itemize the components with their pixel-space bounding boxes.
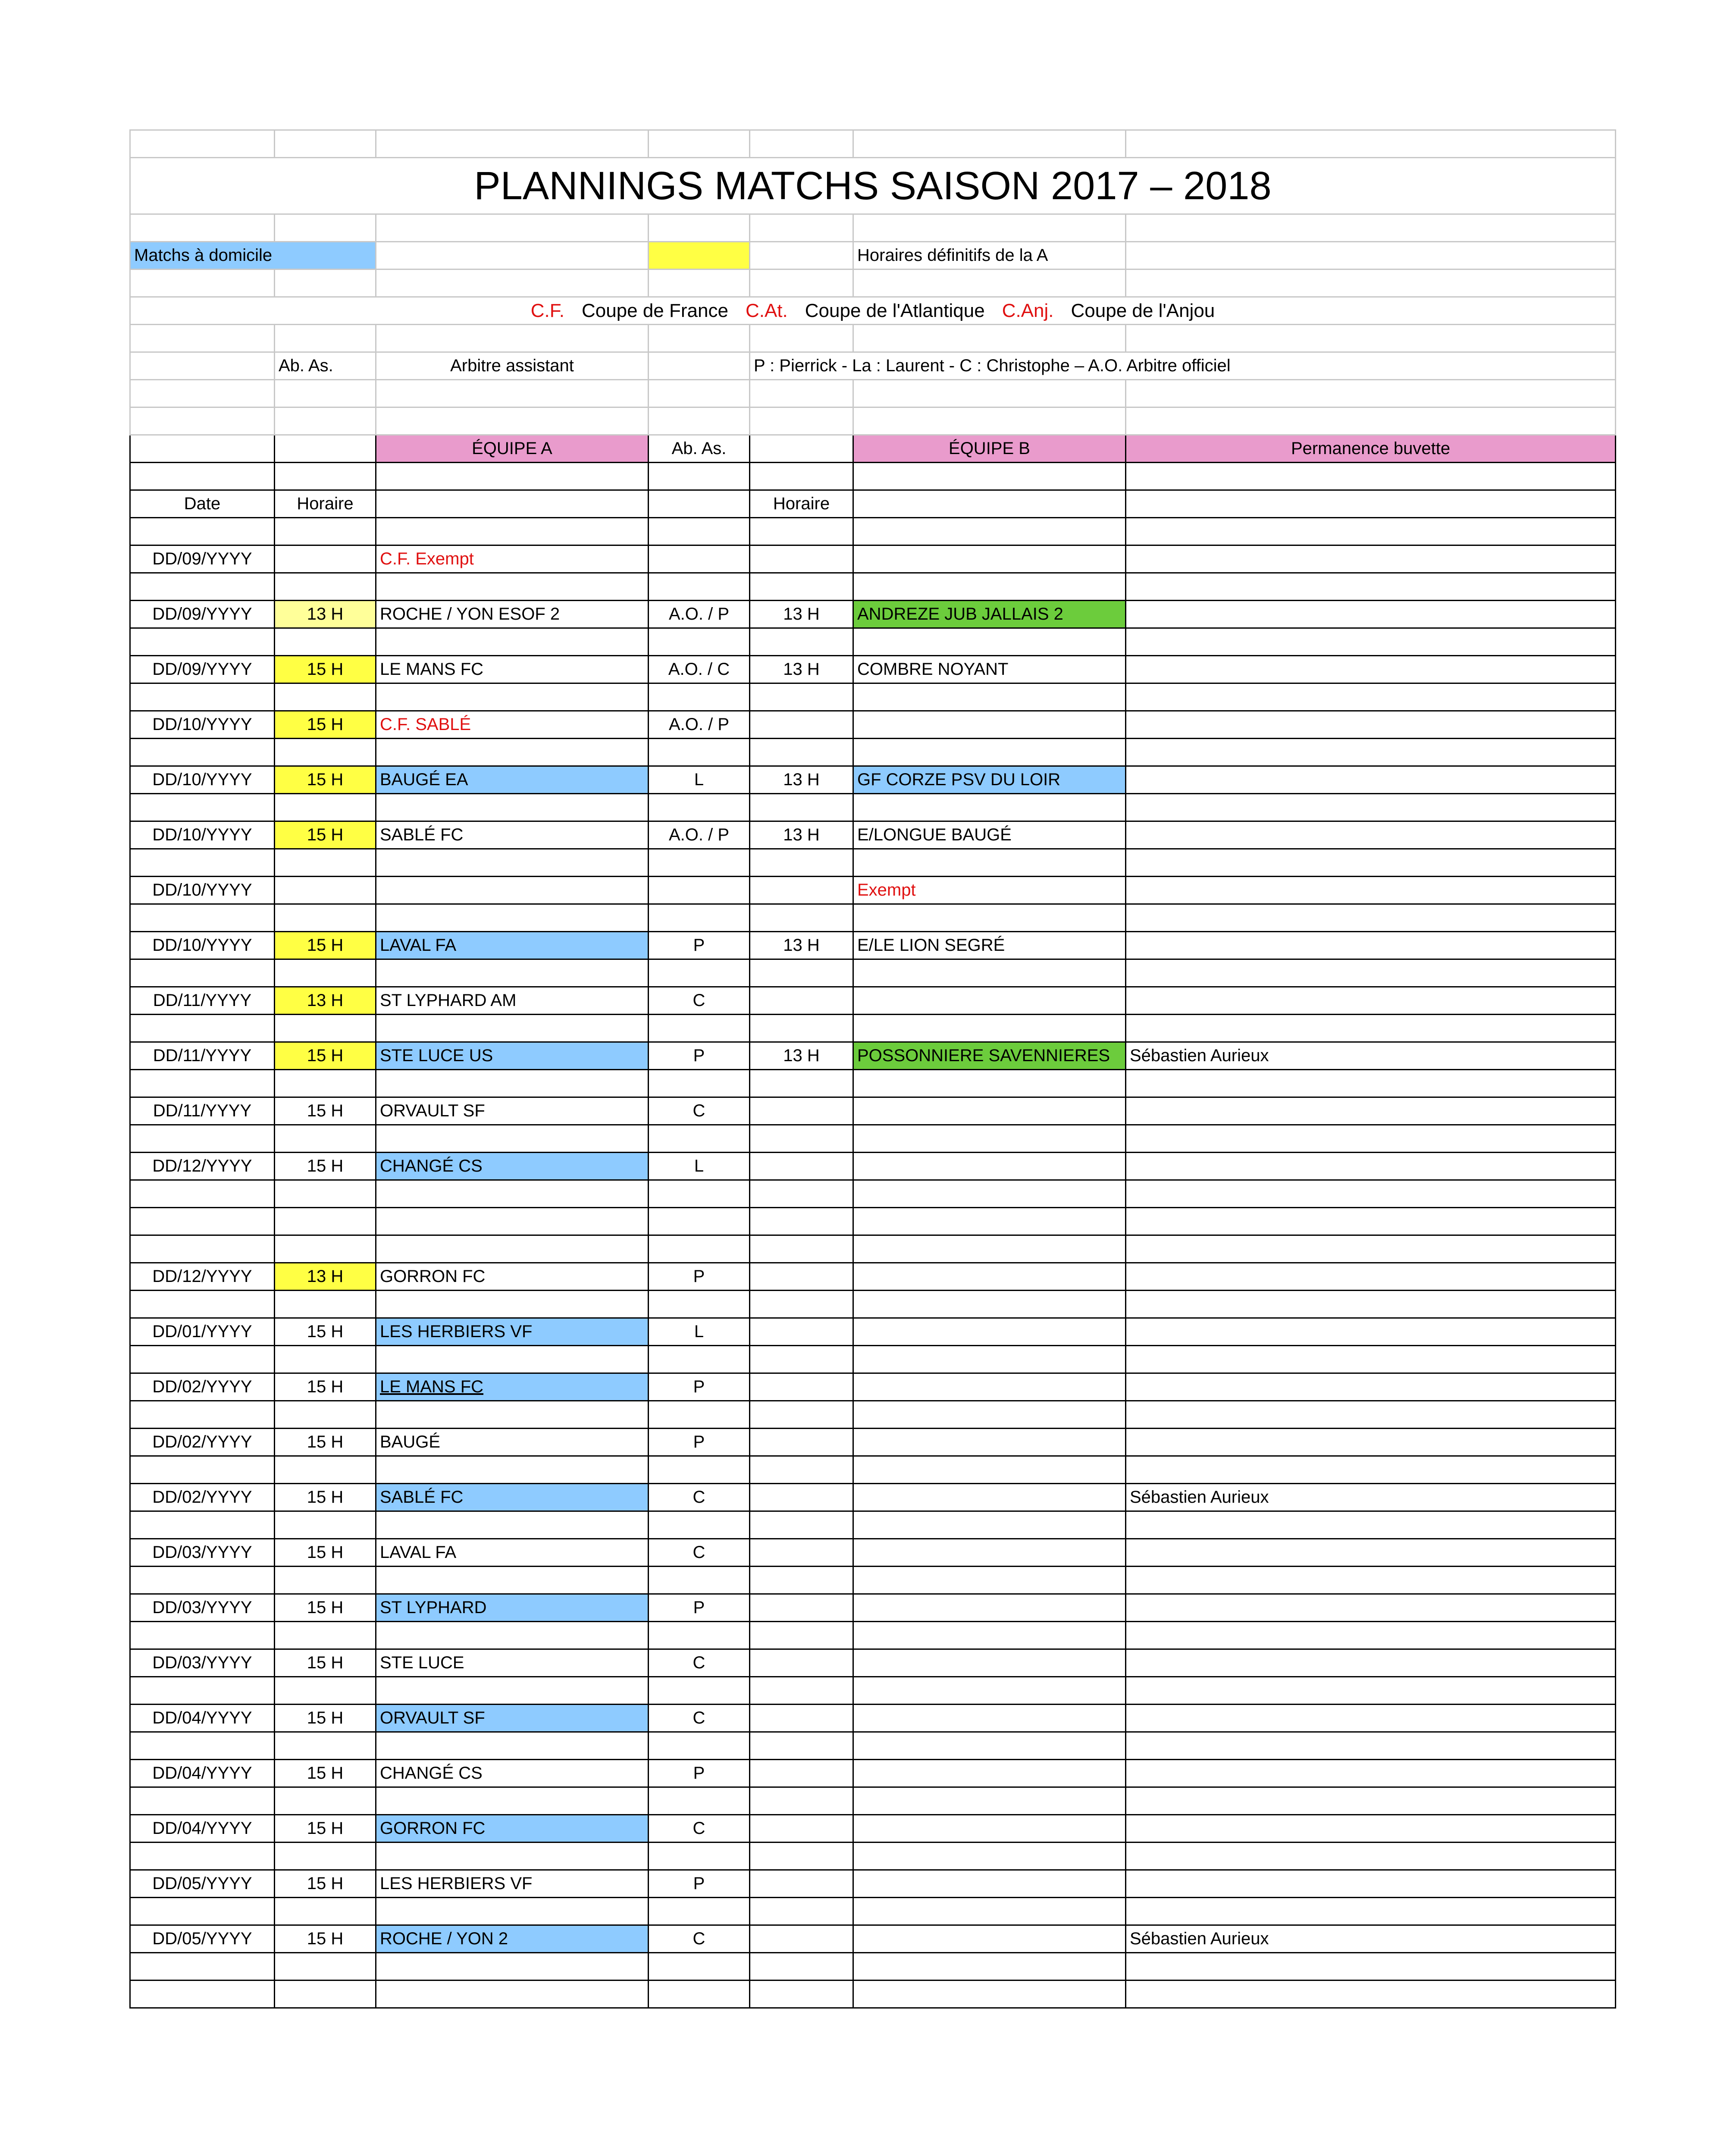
table-row [130,1042,1616,1070]
match-time-b: 13 H [750,1042,853,1070]
match-time-b [750,1925,853,1953]
match-time-b [750,1705,853,1732]
match-date: DD/09/YYYY [130,545,275,573]
match-time-a: 15 H [275,1815,376,1843]
match-date: DD/03/YYYY [130,1539,275,1567]
match-date: DD/02/YYYY [130,1373,275,1401]
match-team-b [853,1594,1126,1622]
match-date: DD/05/YYYY [130,1870,275,1898]
planning-spreadsheet [129,129,1616,2009]
cup-abbr-cf: C.F. [530,300,564,321]
match-team-b: COMBRE NOYANT [853,656,1126,683]
match-ab-as: P [649,1042,750,1070]
match-ab-as [649,877,750,904]
cup-abbr-cat: C.At. [745,300,788,321]
match-date: DD/04/YYYY [130,1760,275,1787]
match-team-b: ANDREZE JUB JALLAIS 2 [853,601,1126,628]
match-ab-as: C [649,1097,750,1125]
match-date: DD/05/YYYY [130,1925,275,1953]
header-horaire-a: Horaire [275,490,376,518]
match-team-b [853,1539,1126,1567]
match-time-a: 15 H [275,1429,376,1456]
match-date: DD/03/YYYY [130,1594,275,1622]
match-time-b [750,1539,853,1567]
match-team-a: LAVAL FA [376,1539,649,1567]
cup-name-canj: Coupe de l'Anjou [1071,300,1215,321]
table-row [130,1649,1616,1677]
match-team-a: CHANGÉ CS [376,1760,649,1787]
match-team-a: LAVAL FA [376,932,649,959]
match-time-b [750,1429,853,1456]
match-date: DD/11/YYYY [130,987,275,1015]
match-time-a: 15 H [275,1649,376,1677]
match-time-b: 13 H [750,821,853,849]
match-time-b [750,711,853,739]
match-time-b [750,877,853,904]
match-time-b: 13 H [750,601,853,628]
match-team-a: ORVAULT SF [376,1705,649,1732]
match-ab-as: P [649,1594,750,1622]
match-team-b [853,1429,1126,1456]
match-time-b [750,1870,853,1898]
match-team-a: SABLÉ FC [376,1484,649,1511]
table-row [130,1373,1616,1401]
match-time-a [275,877,376,904]
match-team-a: STE LUCE US [376,1042,649,1070]
match-ab-as: A.O. / P [649,711,750,739]
header-horaire-b: Horaire [750,490,853,518]
match-time-a: 15 H [275,1153,376,1180]
match-date: DD/10/YYYY [130,932,275,959]
match-buvette [1126,1153,1616,1180]
table-row [130,1097,1616,1125]
match-team-b [853,711,1126,739]
table-row [130,821,1616,849]
referee-meaning: Arbitre assistant [376,352,649,380]
match-buvette [1126,545,1616,573]
match-buvette [1126,821,1616,849]
match-buvette [1126,711,1616,739]
match-time-a: 15 H [275,766,376,794]
match-buvette: Sébastien Aurieux [1126,1042,1616,1070]
match-team-a: C.F. Exempt [376,545,649,573]
header-team-a: ÉQUIPE A [376,435,649,463]
table-row [130,1318,1616,1346]
legend-home: Matchs à domicile [130,242,376,270]
match-team-a: ST LYPHARD [376,1594,649,1622]
match-team-b: GF CORZE PSV DU LOIR [853,766,1126,794]
match-ab-as: C [649,1815,750,1843]
table-row [130,877,1616,904]
match-team-b [853,1649,1126,1677]
match-time-a: 15 H [275,1925,376,1953]
match-buvette [1126,656,1616,683]
match-ab-as: P [649,1263,750,1291]
match-ab-as: A.O. / P [649,601,750,628]
table-row [130,987,1616,1015]
match-buvette [1126,1649,1616,1677]
match-ab-as: L [649,1153,750,1180]
table-row [130,1925,1616,1953]
header-buvette: Permanence buvette [1126,435,1616,463]
match-time-a: 15 H [275,656,376,683]
match-team-a [376,877,649,904]
table-row [130,1539,1616,1567]
match-time-b [750,545,853,573]
match-time-a: 15 H [275,1594,376,1622]
match-team-b [853,1373,1126,1401]
header-team-b: ÉQUIPE B [853,435,1126,463]
match-team-b: E/LE LION SEGRÉ [853,932,1126,959]
match-time-a: 15 H [275,1484,376,1511]
match-team-a: ST LYPHARD AM [376,987,649,1015]
match-ab-as: C [649,1539,750,1567]
cup-legend [130,297,1616,325]
match-ab-as: L [649,766,750,794]
match-team-a: CHANGÉ CS [376,1153,649,1180]
table-row [130,1760,1616,1787]
match-buvette [1126,877,1616,904]
table-row [130,656,1616,683]
table-row [130,766,1616,794]
match-buvette [1126,1318,1616,1346]
match-date: DD/03/YYYY [130,1649,275,1677]
match-buvette [1126,1539,1616,1567]
match-date: DD/12/YYYY [130,1263,275,1291]
match-team-a: LES HERBIERS VF [376,1318,649,1346]
match-time-b [750,1484,853,1511]
match-buvette [1126,1373,1616,1401]
match-ab-as: L [649,1318,750,1346]
match-buvette [1126,932,1616,959]
match-time-b [750,1649,853,1677]
match-buvette [1126,1705,1616,1732]
match-time-a: 15 H [275,1318,376,1346]
match-ab-as: A.O. / C [649,656,750,683]
match-team-b: POSSONNIERE SAVENNIERES [853,1042,1126,1070]
match-ab-as: A.O. / P [649,821,750,849]
match-ab-as: P [649,932,750,959]
match-team-a: GORRON FC [376,1815,649,1843]
cup-name-cf: Coupe de France [581,300,728,321]
match-time-a: 13 H [275,1263,376,1291]
match-buvette [1126,987,1616,1015]
match-ab-as: C [649,987,750,1015]
match-time-b: 13 H [750,656,853,683]
cup-abbr-canj: C.Anj. [1002,300,1054,321]
table-row [130,1153,1616,1180]
match-team-b [853,1153,1126,1180]
match-team-b [853,1263,1126,1291]
match-ab-as: C [649,1925,750,1953]
match-team-b [853,1318,1126,1346]
match-team-a: ROCHE / YON ESOF 2 [376,601,649,628]
match-date: DD/10/YYYY [130,766,275,794]
match-time-a: 15 H [275,1097,376,1125]
match-time-b [750,1594,853,1622]
match-time-a: 13 H [275,987,376,1015]
match-time-a: 15 H [275,932,376,959]
table-row [130,1429,1616,1456]
match-date: DD/11/YYYY [130,1042,275,1070]
match-date: DD/10/YYYY [130,711,275,739]
match-team-b [853,1870,1126,1898]
match-date: DD/12/YYYY [130,1153,275,1180]
match-team-a: LES HERBIERS VF [376,1870,649,1898]
match-time-b [750,1815,853,1843]
referee-abbr: Ab. As. [275,352,376,380]
match-team-b [853,987,1126,1015]
match-team-b [853,545,1126,573]
table-row [130,1705,1616,1732]
match-time-b: 13 H [750,766,853,794]
match-time-b [750,1318,853,1346]
match-team-b: Exempt [853,877,1126,904]
match-ab-as: P [649,1870,750,1898]
match-date: DD/10/YYYY [130,877,275,904]
match-buvette [1126,1097,1616,1125]
match-time-b [750,1760,853,1787]
table-row [130,545,1616,573]
match-team-a: BAUGÉ EA [376,766,649,794]
match-ab-as: P [649,1429,750,1456]
table-row [130,932,1616,959]
match-team-b [853,1705,1126,1732]
match-time-a: 15 H [275,1705,376,1732]
match-time-b [750,1153,853,1180]
match-date: DD/09/YYYY [130,601,275,628]
match-ab-as: P [649,1373,750,1401]
table-row [130,1263,1616,1291]
match-time-a: 15 H [275,1760,376,1787]
match-ab-as [649,545,750,573]
match-team-a: BAUGÉ [376,1429,649,1456]
match-time-a: 13 H [275,601,376,628]
match-buvette: Sébastien Aurieux [1126,1925,1616,1953]
match-date: DD/09/YYYY [130,656,275,683]
table-row [130,711,1616,739]
match-time-a: 15 H [275,1042,376,1070]
match-buvette [1126,1263,1616,1291]
match-team-a: LE MANS FC [376,1373,649,1401]
match-team-b [853,1815,1126,1843]
match-date: DD/02/YYYY [130,1429,275,1456]
legend-definitive: Horaires définitifs de la A [853,242,1126,270]
cup-name-cat: Coupe de l'Atlantique [805,300,985,321]
match-team-a: SABLÉ FC [376,821,649,849]
match-time-b: 13 H [750,932,853,959]
match-team-b [853,1925,1126,1953]
match-ab-as: C [649,1705,750,1732]
match-buvette [1126,1429,1616,1456]
match-ab-as: P [649,1760,750,1787]
header-ab-as: Ab. As. [649,435,750,463]
match-ab-as: C [649,1649,750,1677]
table-row [130,601,1616,628]
referee-codes: P : Pierrick - La : Laurent - C : Christophe – A.O. Arbitre officiel [750,352,1616,380]
match-date: DD/04/YYYY [130,1815,275,1843]
match-time-a: 15 H [275,1539,376,1567]
match-date: DD/01/YYYY [130,1318,275,1346]
match-team-b [853,1484,1126,1511]
match-date: DD/04/YYYY [130,1705,275,1732]
match-date: DD/11/YYYY [130,1097,275,1125]
match-time-a: 15 H [275,1373,376,1401]
match-team-b: E/LONGUE BAUGÉ [853,821,1126,849]
table-row [130,1870,1616,1898]
table-row [130,1815,1616,1843]
match-time-a: 15 H [275,711,376,739]
match-time-b [750,1263,853,1291]
match-buvette [1126,1760,1616,1787]
match-time-a: 15 H [275,821,376,849]
match-ab-as: C [649,1484,750,1511]
match-team-a: ORVAULT SF [376,1097,649,1125]
match-time-b [750,987,853,1015]
match-team-a: GORRON FC [376,1263,649,1291]
match-team-b [853,1760,1126,1787]
match-buvette: Sébastien Aurieux [1126,1484,1616,1511]
header-date: Date [130,490,275,518]
match-team-a: C.F. SABLÉ [376,711,649,739]
match-buvette [1126,1870,1616,1898]
legend-definitive-swatch [649,242,750,270]
page-title: PLANNINGS MATCHS SAISON 2017 – 2018 [130,158,1616,214]
match-list [130,545,1616,2008]
match-team-b [853,1097,1126,1125]
table-row [130,1594,1616,1622]
match-time-a: 15 H [275,1870,376,1898]
match-buvette [1126,1815,1616,1843]
match-time-a [275,545,376,573]
match-date: DD/02/YYYY [130,1484,275,1511]
match-buvette [1126,601,1616,628]
match-time-b [750,1097,853,1125]
match-team-a: STE LUCE [376,1649,649,1677]
match-team-a: ROCHE / YON 2 [376,1925,649,1953]
match-team-a: LE MANS FC [376,656,649,683]
match-date: DD/10/YYYY [130,821,275,849]
match-buvette [1126,766,1616,794]
match-buvette [1126,1594,1616,1622]
match-time-b [750,1373,853,1401]
table-row [130,1484,1616,1511]
